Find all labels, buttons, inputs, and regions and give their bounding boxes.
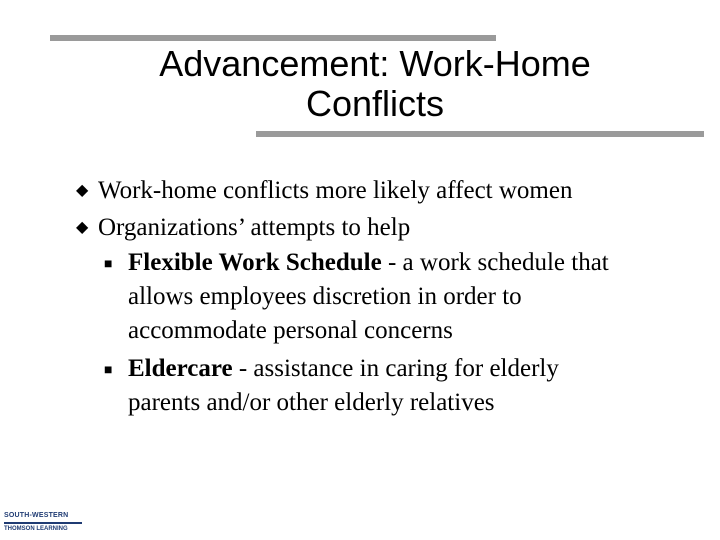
square-bullet-icon: ■ xyxy=(104,257,113,272)
sub-bullet-line: allows employees discretion in order to xyxy=(128,283,522,310)
bullet-text: Work-home conflicts more likely affect women xyxy=(98,177,573,204)
sub-bullet-line: accommodate personal concerns xyxy=(128,317,453,344)
bullet-item xyxy=(0,209,720,246)
slide-title xyxy=(90,44,660,124)
diamond-bullet-icon: ◆ xyxy=(76,182,89,199)
bullet-item xyxy=(0,172,720,209)
sub-bullet-item xyxy=(0,352,720,420)
title-line-2: Conflicts xyxy=(305,83,445,124)
square-bullet-icon: ■ xyxy=(104,363,113,378)
sub-bullet-text: - a work schedule that xyxy=(381,249,609,276)
sub-bullet-text: - assistance in caring for elderly xyxy=(232,355,559,382)
title-bottom-rule xyxy=(256,131,704,137)
logo-rule xyxy=(4,522,82,524)
sub-bullet-line: parents and/or other elderly relatives xyxy=(128,389,495,416)
title-line-1: Advancement: Work-Home xyxy=(159,43,591,84)
sub-bullet-line xyxy=(128,352,720,386)
diamond-bullet-icon: ◆ xyxy=(76,219,89,236)
logo-name: SOUTH-WESTERN xyxy=(4,512,69,519)
sub-bullet-term: Flexible Work Schedule xyxy=(128,249,382,276)
sub-bullet-term: Eldercare xyxy=(128,355,233,382)
publisher-logo xyxy=(4,512,86,536)
title-top-rule xyxy=(50,35,496,41)
logo-sub: THOMSON LEARNING xyxy=(4,526,68,532)
sub-bullet-line xyxy=(128,246,720,280)
slide-body xyxy=(0,172,720,424)
sub-bullet-item xyxy=(0,246,720,348)
bullet-text: Organizations’ attempts to help xyxy=(98,214,411,241)
